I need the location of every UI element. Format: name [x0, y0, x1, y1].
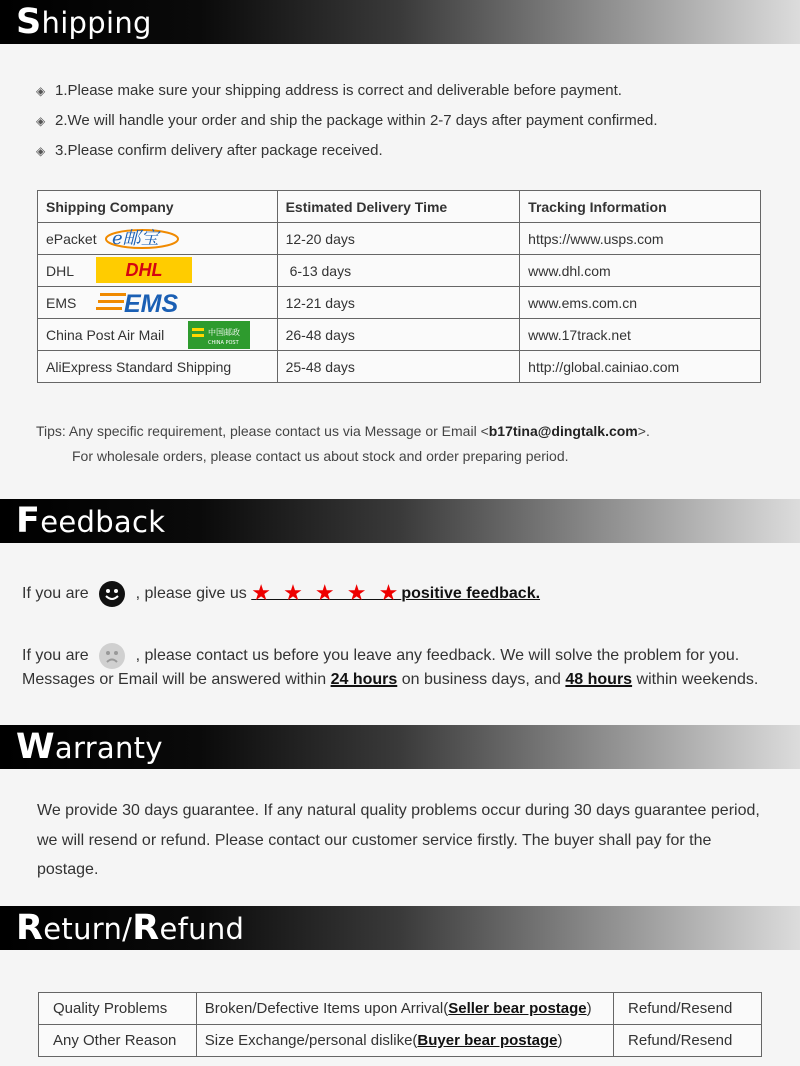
epacket-logo — [104, 225, 180, 251]
five-star-icons: ★ ★ ★ ★ ★ — [251, 580, 402, 605]
shipping-table — [37, 190, 761, 383]
shipping-note-1: ◈ 1.Please make sure your shipping address is correct and deliverable before payment. — [36, 82, 622, 99]
table-row — [38, 351, 761, 383]
delivery-time-cell: 26-48 days — [277, 319, 520, 351]
return-table — [38, 992, 762, 1057]
company-cell: DHL DHL — [38, 255, 278, 287]
warranty-text: We provide 30 days guarantee. If any natural quality problems occur during 30 days guarantee period, we will resend or refund. Please contact our customer service firstly. The buyer shall pay for the postage. — [37, 802, 760, 878]
header-tracking-info: Tracking Information — [520, 191, 761, 223]
delivery-time-cell: 12-20 days — [277, 223, 520, 255]
shipping-note-3: ◈ 3.Please confirm delivery after package received. — [36, 142, 383, 159]
tracking-link[interactable]: https://www.usps.com — [520, 223, 761, 255]
warranty-heading: Warranty — [16, 727, 163, 767]
warranty-banner — [0, 725, 800, 769]
positive-feedback-request: ★ ★ ★ ★ ★positive feedback. — [251, 580, 541, 605]
shipping-note-2: ◈ 2.We will handle your order and ship the package within 2-7 days after payment confirmed. — [36, 112, 658, 129]
svg-text:CHINA POST: CHINA POST — [208, 340, 239, 346]
delivery-time-cell: 6-13 days — [277, 255, 520, 287]
tracking-link[interactable]: www.17track.net — [520, 319, 761, 351]
delivery-time-cell: 12-21 days — [277, 287, 520, 319]
tracking-link[interactable]: www.ems.com.cn — [520, 287, 761, 319]
smiley-face-icon — [99, 581, 125, 607]
response-time-line: Messages or Email will be answered within 24 hours on business days, and 48 hours within weekends. — [22, 671, 759, 688]
header-delivery-time: Estimated Delivery Time — [277, 191, 520, 223]
response-hours-weekday: 24 hours — [330, 671, 398, 688]
feedback-negative-line: If you are , please contact us before you leave any feedback. We will solve the problem for you. — [22, 643, 739, 669]
china-post-logo — [188, 321, 250, 349]
feedback-positive-line: If you are , please give us ★ ★ ★ ★ ★positive feedback. — [22, 580, 541, 605]
table-row — [38, 287, 761, 319]
return-refund-banner — [0, 906, 800, 950]
table-row — [38, 255, 761, 287]
shipping-banner — [0, 0, 800, 44]
svg-text:中国邮政: 中国邮政 — [208, 328, 240, 337]
wholesale-tip: For wholesale orders, please contact us about stock and order preparing period. — [72, 448, 569, 464]
return-refund-heading: Return/Refund — [16, 908, 245, 948]
dhl-logo — [96, 257, 192, 283]
shipping-tips: Tips: Any specific requirement, please contact us via Message or Email <b17tina@dingtalk.com>. — [36, 423, 650, 439]
company-cell: AliExpress Standard Shipping — [38, 351, 278, 383]
shipping-heading: Shipping — [16, 2, 152, 42]
svg-text:EMS: EMS — [124, 290, 179, 316]
delivery-time-cell: 25-48 days — [277, 351, 520, 383]
header-shipping-company: Shipping Company — [38, 191, 278, 223]
return-reason-cell: Any Other Reason — [39, 1025, 197, 1057]
table-row — [38, 319, 761, 351]
return-description-cell: Size Exchange/personal dislike(Buyer bear postage) — [196, 1025, 613, 1057]
feedback-heading: Feedback — [16, 501, 166, 541]
return-description-cell: Broken/Defective Items upon Arrival(Seller bear postage) — [196, 993, 613, 1025]
tracking-link[interactable]: www.dhl.com — [520, 255, 761, 287]
ems-logo — [96, 288, 188, 316]
return-action-cell: Refund/Resend — [614, 993, 762, 1025]
table-header-row — [38, 191, 761, 223]
diamond-bullet-icon: ◈ — [36, 144, 46, 158]
response-hours-weekend: 48 hours — [565, 671, 633, 688]
table-row — [39, 1025, 762, 1057]
svg-text:e邮宝: e邮宝 — [112, 228, 159, 249]
return-action-cell: Refund/Resend — [614, 1025, 762, 1057]
tracking-link[interactable]: http://global.cainiao.com — [520, 351, 761, 383]
sad-face-icon — [99, 643, 125, 669]
diamond-bullet-icon: ◈ — [36, 84, 46, 98]
company-cell: ePacket e邮宝 — [38, 223, 278, 255]
company-cell: China Post Air Mail 中国邮政 CHINA POST — [38, 319, 278, 351]
contact-email[interactable]: b17tina@dingtalk.com — [488, 423, 638, 439]
table-row — [38, 223, 761, 255]
table-row — [39, 993, 762, 1025]
feedback-banner — [0, 499, 800, 543]
return-reason-cell: Quality Problems — [39, 993, 197, 1025]
svg-text:DHL: DHL — [125, 260, 163, 280]
diamond-bullet-icon: ◈ — [36, 114, 46, 128]
company-cell: EMS EMS — [38, 287, 278, 319]
